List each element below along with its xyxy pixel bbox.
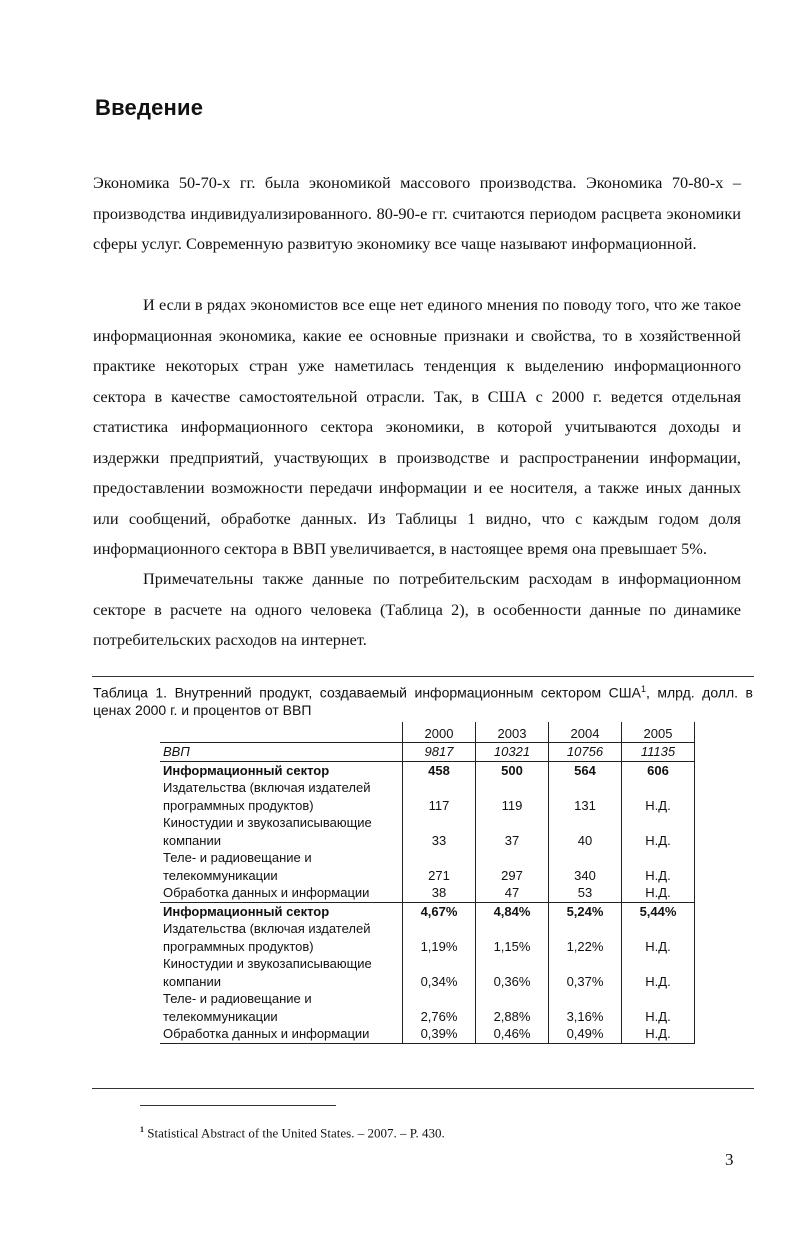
paragraph-3 — [93, 564, 741, 656]
footnote-separator — [140, 1105, 336, 1106]
table-row: Киностудии и звукозаписывающие компании 33 37 40 Н.Д. — [160, 814, 695, 849]
table-row: Обработка данных и информации 38 47 53 Н.Д. — [160, 884, 695, 902]
table-row: Издательства (включая издателей программных продуктов) 117 119 131 Н.Д. — [160, 779, 695, 814]
year-header-row — [160, 722, 695, 743]
table-row: Информационный сектор 4,67% 4,84% 5,24% 5,44% — [160, 902, 695, 920]
paragraph-text: И если в рядах экономистов все еще нет единого мнения по поводу того, что же такое информационная экономика, какие ее основные признаки и свойства, то в хозяйственной практике некоторых стран уже наметилась тенденция к выделению информационного сектора в качестве самостоятельной отрасли. Так, в США с 2000 г. ведется отдельная статистика информационного сектора экономики, в которой учитываются доходы и издержки предприятий, участвующих в производстве и распространении информации, предоставлении возможности передачи информации и ее носителя, а также иных данных или сообщений, обработке данных. Из Таблицы 1 видно, что с каждым годом доля информационного сектора в ВВП увеличивается, в настоящее время она превышает 5%. — [93, 295, 741, 558]
table-bottom-rule — [92, 1088, 754, 1089]
table-row: Издательства (включая издателей программных продуктов) 1,19% 1,15% 1,22% Н.Д. — [160, 920, 695, 955]
table-row: Обработка данных и информации 0,39% 0,46% 0,49% Н.Д. — [160, 1025, 695, 1043]
footnote — [140, 1125, 445, 1141]
table-row: Киностудии и звукозаписывающие компании 0,34% 0,36% 0,37% Н.Д. — [160, 955, 695, 990]
table-caption: Таблица 1. Внутренний продукт, создаваемый информационным сектором США$^1$, млрд. долл. в ценах 2000 г. и процентов от ВВП — [93, 684, 753, 718]
footnote-text: Statistical Abstract of the United States. – 2007. – P. 430. — [147, 1125, 445, 1141]
paragraph-text: Примечательны также данные по потребительским расходам в информационном секторе в расчете на одного человека (Таблица 2), в особенности данные по динамике потребительских расходов на интернет. — [93, 569, 741, 649]
footnote-mark: 1 — [140, 1125, 144, 1134]
gdp-row: ВВП 9817 10321 10756 11135 — [160, 743, 695, 762]
section-heading: Введение — [95, 95, 204, 120]
table-row: Теле- и радиовещание и телекоммуникации 271 297 340 Н.Д. — [160, 849, 695, 884]
year-header: 2005 — [622, 722, 695, 743]
paragraph-2 — [93, 290, 741, 565]
footnote-ref: 1 — [640, 684, 646, 694]
paragraph-text: Экономика 50-70-х гг. была экономикой массового производства. Экономика 70-80-х – производства индивидуализированного. 80-90-е гг. считаются периодом расцвета экономики сферы услуг. Современную развитую экономику все чаще называют информационной. — [93, 173, 741, 253]
year-header: 2004 — [549, 722, 622, 743]
table-row: Теле- и радиовещание и телекоммуникации 2,76% 2,88% 3,16% Н.Д. — [160, 990, 695, 1025]
year-header: 2003 — [476, 722, 549, 743]
gdp-table — [160, 722, 695, 1044]
page-number: 3 — [725, 1150, 734, 1169]
paragraph-1 — [93, 168, 741, 260]
year-header: 2000 — [403, 722, 476, 743]
table-top-rule — [92, 676, 754, 677]
table-row: Информационный сектор 458 500 564 606 — [160, 761, 695, 779]
